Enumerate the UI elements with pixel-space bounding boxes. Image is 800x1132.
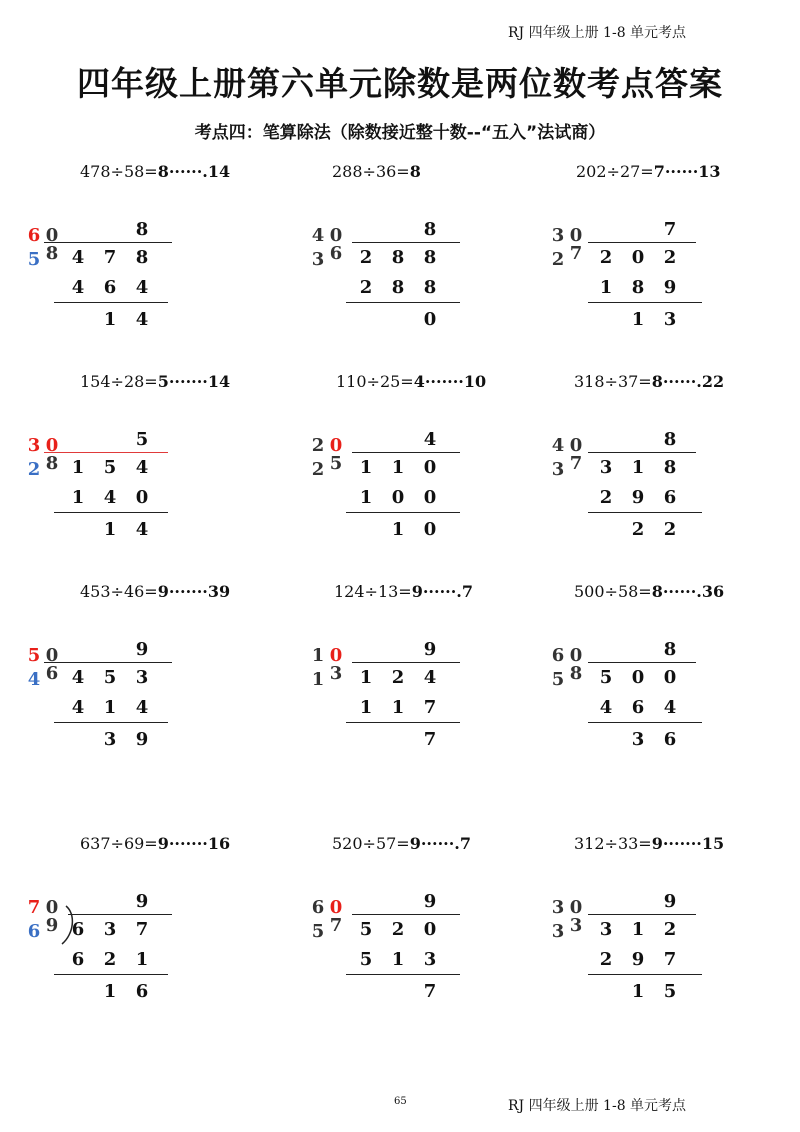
divisor-tens: 1 [311,669,325,690]
product-digit: 5 [359,949,373,970]
subtraction-line [346,722,460,723]
product-digit: 1 [135,949,149,970]
division-bar [44,662,172,663]
dividend-digit: 6 [71,919,85,940]
rounded-divisor-ones: 0 [569,225,583,246]
divisor-tens: 5 [311,921,325,942]
divisor-ones: 5 [329,453,343,474]
remainder-digit: 3 [663,309,677,330]
product-digit: 1 [391,949,405,970]
product-digit: 9 [631,487,645,508]
division-problem [308,162,538,342]
subtraction-line [588,302,702,303]
subtraction-line [588,512,702,513]
dividend-digit: 1 [71,457,85,478]
remainder-digit: 1 [391,519,405,540]
product-digit: 0 [391,487,405,508]
division-bar [588,452,696,453]
dividend-digit: 0 [631,247,645,268]
division-bar [588,242,696,243]
product-digit: 6 [103,277,117,298]
rounded-divisor-ones: 0 [329,897,343,918]
remainder-digit: 4 [135,519,149,540]
dividend-digit: 0 [631,667,645,688]
divisor-tens: 3 [551,459,565,480]
remainder-digit: 3 [103,729,117,750]
subtraction-line [346,974,460,975]
bracket-curve [60,904,80,948]
product-digit: 8 [391,277,405,298]
divisor-ones: 6 [329,243,343,264]
subtraction-line [588,974,702,975]
dividend-digit: 1 [391,457,405,478]
equation-answer: 8······.22 [651,372,725,391]
equation [574,582,724,601]
remainder-digit: 6 [663,729,677,750]
quotient-digit: 8 [663,429,677,450]
remainder-digit: 7 [423,729,437,750]
remainder-digit: 1 [103,309,117,330]
divisor-tens: 2 [311,459,325,480]
rounded-divisor-ones: 0 [329,435,343,456]
dividend-digit: 1 [631,457,645,478]
equation [80,582,230,601]
dividend-digit: 0 [423,919,437,940]
product-digit: 9 [631,949,645,970]
subtraction-line [588,722,702,723]
equation-text: 318÷37= [574,372,652,391]
dividend-digit: 1 [359,667,373,688]
equation [574,372,724,391]
subtraction-line [54,722,168,723]
dividend-digit: 8 [663,457,677,478]
product-digit: 2 [103,949,117,970]
dividend-digit: 0 [423,457,437,478]
dividend-digit: 8 [135,247,149,268]
product-digit: 1 [359,487,373,508]
divisor-tens: 4 [27,669,41,690]
product-digit: 4 [599,697,613,718]
division-problem [24,372,254,552]
product-digit: 4 [103,487,117,508]
product-digit: 4 [135,277,149,298]
dividend-digit: 8 [391,247,405,268]
dividend-digit: 3 [599,919,613,940]
product-digit: 2 [599,487,613,508]
equation-text: 202÷27= [576,162,654,181]
quotient-digit: 9 [663,891,677,912]
dividend-digit: 3 [103,919,117,940]
dividend-digit: 2 [391,919,405,940]
equation-answer: 8······.14 [157,162,231,181]
dividend-digit: 3 [135,667,149,688]
equation-answer: 8······.36 [651,582,725,601]
dividend-digit: 7 [103,247,117,268]
subtraction-line [54,974,168,975]
equation-answer: 9·······15 [651,834,725,853]
dividend-digit: 7 [135,919,149,940]
dividend-digit: 5 [359,919,373,940]
dividend-digit: 4 [71,667,85,688]
dividend-digit: 2 [663,247,677,268]
divisor-ones: 8 [45,243,59,264]
page-number: 65 [394,1096,407,1107]
product-digit: 0 [135,487,149,508]
remainder-digit: 2 [631,519,645,540]
equation-text: 500÷58= [574,582,652,601]
rounded-divisor-tens: 3 [27,435,41,456]
rounded-divisor-ones: 0 [569,645,583,666]
product-digit: 1 [71,487,85,508]
quotient-digit: 8 [423,219,437,240]
quotient-digit: 8 [663,639,677,660]
product-digit: 6 [631,697,645,718]
divisor-ones: 3 [329,663,343,684]
product-digit: 6 [663,487,677,508]
equation-answer: 4·······10 [413,372,487,391]
quotient-digit: 9 [423,639,437,660]
product-digit: 4 [663,697,677,718]
equation-answer: 7······13 [653,162,721,181]
product-digit: 7 [663,949,677,970]
equation-answer: 9······.7 [411,582,473,601]
divisor-ones: 6 [45,663,59,684]
dividend-digit: 2 [663,919,677,940]
division-problem [548,372,778,552]
product-digit: 3 [423,949,437,970]
rounded-divisor-ones: 0 [45,645,59,666]
remainder-digit: 0 [423,309,437,330]
subtraction-line [54,512,168,513]
product-digit: 4 [135,697,149,718]
equation [576,162,721,181]
division-problem [24,582,254,762]
dividend-digit: 1 [631,919,645,940]
division-bar [44,242,172,243]
rounded-divisor-ones: 0 [569,435,583,456]
remainder-digit: 9 [135,729,149,750]
product-digit: 1 [391,697,405,718]
divisor-tens: 2 [27,459,41,480]
product-digit: 4 [71,697,85,718]
dividend-digit: 8 [423,247,437,268]
remainder-digit: 4 [135,309,149,330]
divisor-ones: 8 [569,663,583,684]
rounded-divisor-tens: 6 [27,225,41,246]
subtraction-line [346,512,460,513]
divisor-ones: 7 [329,915,343,936]
dividend-digit: 5 [103,457,117,478]
division-bar [352,662,460,663]
divisor-ones: 9 [45,915,59,936]
remainder-digit: 3 [631,729,645,750]
rounded-divisor-ones: 0 [45,225,59,246]
division-problem [308,372,538,552]
divisor-tens: 3 [551,921,565,942]
product-digit: 9 [663,277,677,298]
equation-text: 110÷25= [336,372,414,391]
division-bar [588,662,696,663]
divisor-ones: 8 [45,453,59,474]
product-digit: 8 [631,277,645,298]
subtraction-line [54,302,168,303]
quotient-digit: 9 [135,891,149,912]
division-bar [68,914,172,915]
division-problem [24,834,254,1014]
equation-answer: 5·······14 [157,372,231,391]
equation-answer: 9·······39 [157,582,231,601]
equation-answer: 9······.7 [409,834,471,853]
dividend-digit: 2 [359,247,373,268]
equation-answer: 8 [409,162,421,181]
quotient-digit: 9 [423,891,437,912]
remainder-digit: 1 [631,309,645,330]
rounded-divisor-tens: 7 [27,897,41,918]
division-problem [548,834,778,1014]
equation-text: 124÷13= [334,582,412,601]
page-title: 四年级上册第六单元除数是两位数考点答案 [77,64,723,103]
product-digit: 1 [103,697,117,718]
equation-text: 478÷58= [80,162,158,181]
divisor-tens: 5 [551,669,565,690]
divisor-tens: 2 [551,249,565,270]
product-digit: 1 [359,697,373,718]
rounded-divisor-tens: 6 [311,897,325,918]
divisor-tens: 5 [27,249,41,270]
division-problem [308,582,538,762]
dividend-digit: 4 [135,457,149,478]
equation-text: 637÷69= [80,834,158,853]
subtraction-line [346,302,460,303]
running-footer: RJ 四年级上册 1-8 单元考点 [508,1098,687,1114]
remainder-digit: 1 [103,981,117,1002]
equation [80,372,230,391]
quotient-digit: 7 [663,219,677,240]
dividend-digit: 1 [359,457,373,478]
quotient-digit: 5 [135,429,149,450]
rounded-divisor-tens: 3 [551,225,565,246]
division-bar [44,452,168,453]
dividend-digit: 5 [103,667,117,688]
product-digit: 4 [71,277,85,298]
product-digit: 7 [423,697,437,718]
division-bar [588,914,696,915]
equation-text: 453÷46= [80,582,158,601]
remainder-digit: 7 [423,981,437,1002]
equation [80,162,230,181]
division-problem [24,162,254,342]
division-bar [352,914,460,915]
product-digit: 6 [71,949,85,970]
equation [332,834,471,853]
divisor-ones: 3 [569,915,583,936]
remainder-digit: 1 [103,519,117,540]
rounded-divisor-tens: 4 [311,225,325,246]
equation [336,372,486,391]
division-bar [352,242,460,243]
remainder-digit: 2 [663,519,677,540]
dividend-digit: 0 [663,667,677,688]
equation-text: 288÷36= [332,162,410,181]
remainder-digit: 1 [631,981,645,1002]
product-digit: 0 [423,487,437,508]
running-header: RJ 四年级上册 1-8 单元考点 [508,25,687,41]
divisor-ones: 7 [569,243,583,264]
quotient-digit: 8 [135,219,149,240]
equation [80,834,230,853]
quotient-digit: 4 [423,429,437,450]
division-problem [548,582,778,762]
bracket-curve-path [62,906,72,944]
rounded-divisor-ones: 0 [45,897,59,918]
equation [334,582,473,601]
division-problem [308,834,538,1014]
rounded-divisor-tens: 5 [27,645,41,666]
dividend-digit: 3 [599,457,613,478]
rounded-divisor-tens: 2 [311,435,325,456]
dividend-digit: 2 [391,667,405,688]
divisor-ones: 7 [569,453,583,474]
equation-answer: 9·······16 [157,834,231,853]
quotient-digit: 9 [135,639,149,660]
section-subtitle: 考点四：笔算除法（除数接近整十数--“五入”法试商） [194,123,606,143]
divisor-tens: 6 [27,921,41,942]
equation-text: 520÷57= [332,834,410,853]
rounded-divisor-ones: 0 [45,435,59,456]
product-digit: 8 [423,277,437,298]
rounded-divisor-tens: 6 [551,645,565,666]
equation-text: 312÷33= [574,834,652,853]
dividend-digit: 2 [599,247,613,268]
dividend-digit: 5 [599,667,613,688]
rounded-divisor-ones: 0 [569,897,583,918]
product-digit: 2 [359,277,373,298]
division-bar [352,452,460,453]
rounded-divisor-tens: 4 [551,435,565,456]
rounded-divisor-ones: 0 [329,225,343,246]
rounded-divisor-tens: 1 [311,645,325,666]
product-digit: 1 [599,277,613,298]
dividend-digit: 4 [71,247,85,268]
equation [574,834,724,853]
product-digit: 2 [599,949,613,970]
rounded-divisor-ones: 0 [329,645,343,666]
remainder-digit: 5 [663,981,677,1002]
equation [332,162,421,181]
dividend-digit: 4 [423,667,437,688]
rounded-divisor-tens: 3 [551,897,565,918]
divisor-tens: 3 [311,249,325,270]
division-problem [548,162,778,342]
equation-text: 154÷28= [80,372,158,391]
remainder-digit: 6 [135,981,149,1002]
remainder-digit: 0 [423,519,437,540]
